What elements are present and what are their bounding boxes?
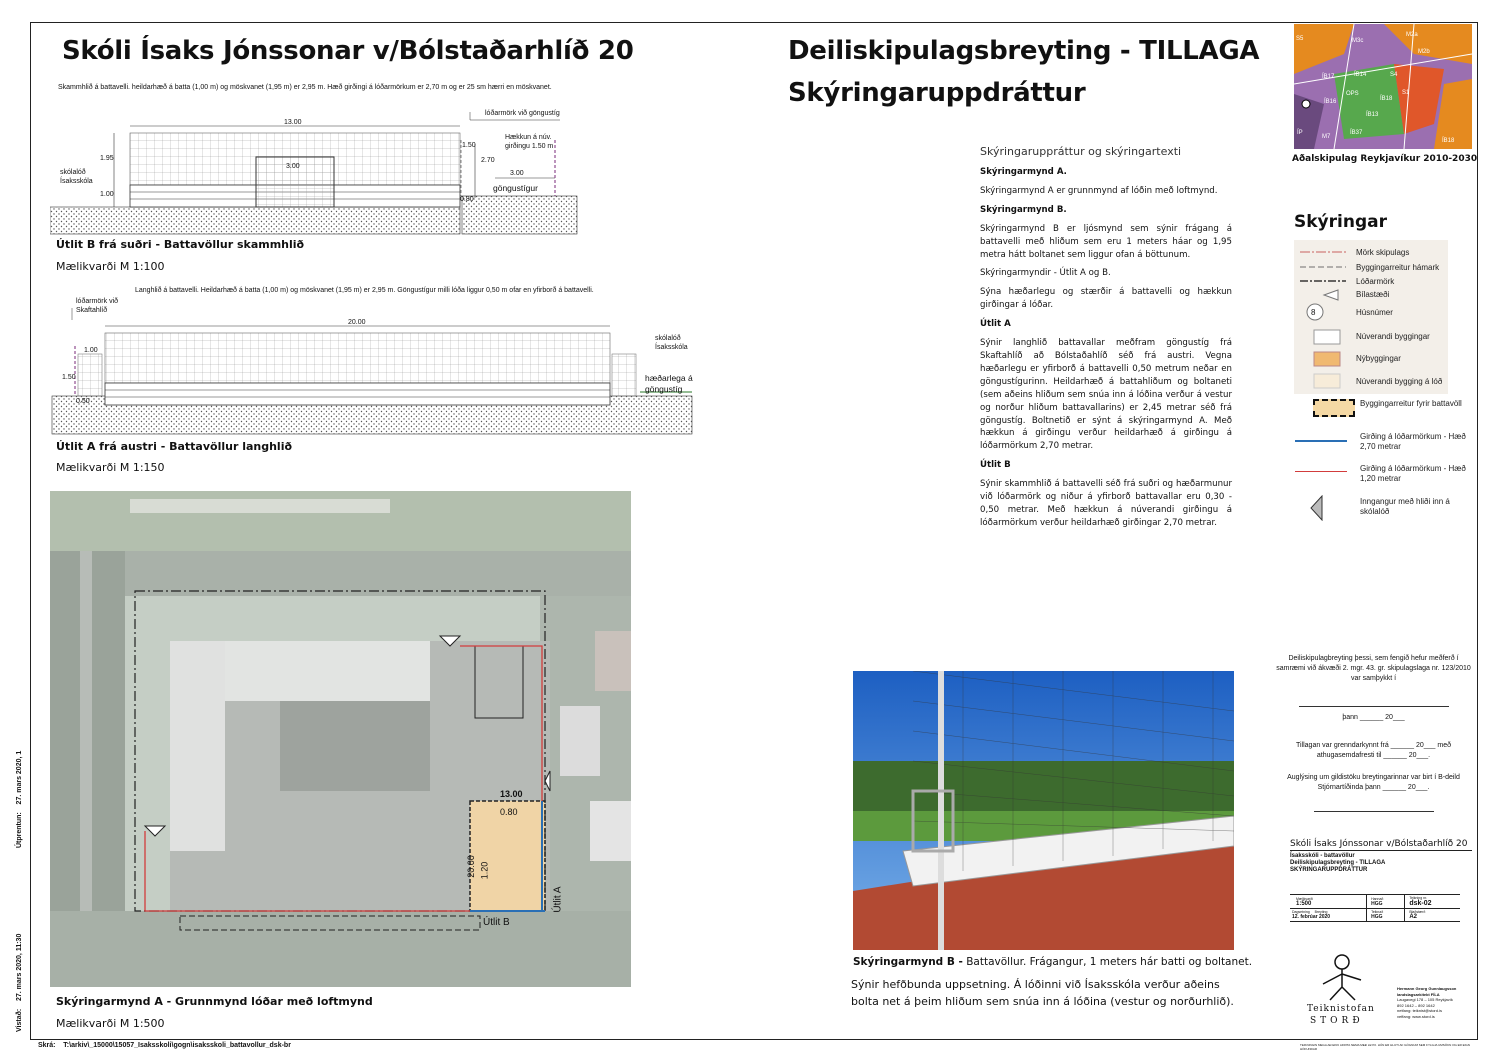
elev-b-dim-195: 1.95 bbox=[100, 155, 114, 162]
tb-h-teikn: Hannað bbox=[1371, 896, 1384, 901]
map-label-3: M2b bbox=[1418, 49, 1430, 55]
footer-file bbox=[38, 1042, 291, 1049]
desc-b-title: Skýringarmynd B. bbox=[980, 204, 1067, 215]
elevation-b-note: Skammhlið á battavelli. heildarhæð á batta (1,00 m) og möskvanet (1,95 m) er 2,95 m. Hæð girðingi á lóðarmörkum er 2,70 m og er 25 sm hærri en möskvanet. bbox=[58, 84, 552, 91]
tb-table bbox=[1290, 894, 1460, 922]
tb-project: Skóli Ísaks Jónssonar v/Bólstaðarhlíð 20 bbox=[1290, 839, 1472, 851]
legend-item-7: Núverandi bygging á lóð bbox=[1356, 377, 1443, 386]
map-label-6: S4 bbox=[1390, 72, 1398, 78]
elevation-b-scale: Mælikvarði M 1:100 bbox=[56, 260, 165, 273]
aerial-plan bbox=[50, 491, 631, 987]
description bbox=[980, 145, 1232, 530]
legend-item-2: Lóðarmörk bbox=[1356, 277, 1395, 286]
tb-date: 12. febrúar 2020 bbox=[1292, 914, 1331, 920]
plan-dim-20: 20.00 bbox=[465, 855, 476, 878]
tb-staerd: A2 bbox=[1409, 914, 1417, 920]
description-heading: Skýringaruppráttur og skýringartexti bbox=[980, 145, 1182, 158]
photo-caption-bold: Skýringarmynd B - bbox=[853, 956, 963, 968]
side-utprentun-label: Útprentun: bbox=[16, 812, 23, 848]
side-utprentun bbox=[16, 751, 23, 848]
tb-sub2: Deiliskipulagsbreyting - TILLAGA bbox=[1290, 860, 1386, 866]
map-label-4: ÍB17 bbox=[1322, 74, 1335, 80]
map-label-11: ÍB13 bbox=[1366, 112, 1379, 118]
desc-utlit-b-text: Sýnir skammhlið á battavelli séð frá suðri og hæðarmunur við lóðarmörk og niður á yfirborð battavallar eru 0,30 - 0,50 metrar. Með hækkun á núverandi girðingu á lóðarmörkum verður heildarhæð girðingar 2,70 metrar. bbox=[980, 479, 1232, 528]
elev-b-dim-13: 13.00 bbox=[284, 119, 302, 126]
elev-b-label-skolalod: skólalóð Ísaksskóla bbox=[60, 169, 93, 185]
photo-caption-rest: Battavöllur. Frágangur, 1 meters hár batti og boltanet. bbox=[962, 956, 1253, 968]
plan-dim-080: 0.80 bbox=[500, 807, 518, 817]
elev-b-dim-100: 1.00 bbox=[100, 191, 114, 198]
elev-a-dim-150: 1.50 bbox=[62, 374, 76, 381]
tb-h-date: Dagsetning bbox=[1292, 910, 1310, 914]
legend-girding-red: Girðing á lóðarmörkum - Hæð 1,20 metrar bbox=[1360, 464, 1466, 483]
legend-title: Skýringar bbox=[1294, 212, 1387, 232]
right-title-line1: Deiliskipulagsbreyting - TILLAGA bbox=[788, 36, 1260, 66]
map-label-7: ÍB16 bbox=[1324, 99, 1337, 105]
side-utprentun-value: 27. mars 2020, 1 bbox=[16, 750, 23, 805]
office-email: netfang: teiknist@stord.is bbox=[1397, 1008, 1442, 1013]
photo-text: Sýnir hefðbunda uppsetning. Á lóðinni við Ísaksskóla verður aðeins bolta net á þeim hliðum sem snúa inn á lóðina (vestur og norðurhlið). bbox=[851, 978, 1234, 1008]
office-details bbox=[1397, 986, 1475, 1019]
legend-red-line bbox=[1295, 471, 1347, 472]
plan-label-utlit-b: Útlit B bbox=[483, 917, 510, 928]
approval-p1: Deiliskipulagbreyting þessi, sem fengið hefur meðferð í samræmi við ákvæði 2. mgr. 43. gr. skipulagslaga nr. 123/2010 var samþykkt í bbox=[1276, 655, 1471, 682]
elev-b-dim-300b: 3.00 bbox=[510, 170, 524, 177]
legend-item-0: Mörk skipulags bbox=[1356, 248, 1410, 257]
plan-scale: Mælikvarði M 1:500 bbox=[56, 1017, 165, 1030]
adalskipulag-map bbox=[1294, 24, 1472, 149]
elev-b-dim-300a: 3.00 bbox=[286, 163, 300, 170]
approval-block bbox=[1276, 654, 1471, 812]
tb-nr: dsk-02 bbox=[1409, 900, 1432, 907]
right-title-line2: Skýringaruppdráttur bbox=[788, 78, 1086, 108]
map-label-8: OPS bbox=[1346, 91, 1359, 97]
map-label-2: M3c bbox=[1352, 38, 1364, 44]
legend-item-3: Bílastæði bbox=[1356, 290, 1390, 299]
desc-b-text: Skýringarmynd B er ljósmynd sem sýnir frágang á battavelli með hliðum sem eru 1 meters háar og 1,95 metra hátt boltanet sem liggur ofan á böttunum. bbox=[980, 223, 1232, 260]
left-title: Skóli Ísaks Jónssonar v/Bólstaðarhlíð 20 bbox=[62, 36, 634, 66]
tb-h-staerd: Blaðstærð bbox=[1409, 910, 1426, 914]
side-vistad-label: Vistað: bbox=[16, 1008, 23, 1032]
elev-a-label-lodarmork: lóðarmörk við Skaftahlíð bbox=[76, 298, 119, 314]
legend-byggingarreitur-swatch bbox=[1313, 399, 1355, 417]
legend-byggingarreitur: Byggingarreitur fyrir battavöll bbox=[1360, 399, 1462, 408]
desc-a-text: Skýringarmynd A er grunnmynd af lóðin með loftmynd. bbox=[980, 185, 1218, 196]
elev-b-label-haekkun: Hækkun á núv. girðingu 1.50 m bbox=[505, 134, 554, 150]
elev-a-dim-20: 20.00 bbox=[348, 319, 366, 326]
tb-h-teiknad: Teiknað bbox=[1371, 910, 1384, 914]
plan-dim-13: 13.00 bbox=[500, 789, 523, 799]
approval-p4: Auglýsing um gildistöku breytingarinnar var birt í B-deild Stjórnartíðinda þann ______ 20___. bbox=[1287, 774, 1460, 791]
tb-scale: 1:500 bbox=[1296, 900, 1312, 907]
map-label-14: ÍB37 bbox=[1350, 130, 1363, 136]
office-role: landslagsarkitekt FÍLA bbox=[1397, 991, 1440, 997]
map-label-10: S1 bbox=[1402, 90, 1410, 96]
elevation-b-drawing bbox=[50, 100, 580, 235]
elev-a-label-skolalod: skólalóð Ísaksskóla bbox=[655, 335, 688, 351]
legend-item-5: Núverandi byggingar bbox=[1356, 332, 1430, 341]
legend-husnumer-number: 8 bbox=[1311, 308, 1316, 317]
elev-b-label-lodarmork: lóðarmörk við göngustíg bbox=[485, 110, 560, 117]
elev-a-label-haedarlega: hæðarlega á göngustíg bbox=[645, 373, 693, 394]
desc-a-title: Skýringarmynd A. bbox=[980, 167, 1067, 177]
office-address: Laugavegi 178 – 105 Reykjavík bbox=[1397, 997, 1453, 1002]
map-label-0: S5 bbox=[1296, 36, 1304, 42]
tb-teiknad: HGG bbox=[1371, 914, 1383, 920]
approval-p3: Tillagan var grenndarkynnt frá ______ 20___ með athugasemdafresti til ______ 20___. bbox=[1295, 742, 1451, 759]
plan-caption: Skýringarmynd A - Grunnmynd lóðar með loftmynd bbox=[56, 995, 373, 1008]
approval-p2: þann ______ 20___ bbox=[1342, 714, 1405, 721]
office-name2: STORÐ bbox=[1310, 1016, 1364, 1026]
desc-ab-title: Skýringarmyndir - Útlit A og B. bbox=[980, 268, 1111, 279]
office-name: Teiknistofan bbox=[1307, 1004, 1375, 1014]
tb-h-breyt: Breyting bbox=[1314, 910, 1328, 914]
map-label-5: ÍB14 bbox=[1354, 72, 1367, 78]
elevation-a-caption: Útlit A frá austri - Battavöllur langhlið bbox=[56, 440, 293, 453]
tb-h-nr: Teikning nr. bbox=[1409, 896, 1428, 900]
tb-sub3: SKÝRINGARUPPDRÁTTUR bbox=[1290, 867, 1368, 873]
photo-caption bbox=[853, 956, 1252, 968]
legend-item-4: Húsnúmer bbox=[1356, 308, 1393, 317]
plan-label-utlit-a: Útlit A bbox=[552, 886, 564, 913]
elev-b-dim-080: 0.80 bbox=[460, 196, 474, 203]
office-person: Hermann Georg Gunnlaugsson bbox=[1397, 986, 1457, 991]
tb-h-scale: Mælikvarði bbox=[1296, 896, 1313, 901]
battavollur-photo bbox=[853, 671, 1234, 950]
desc-utlit-b-title: Útlit B bbox=[980, 460, 1011, 471]
legend-item-1: Byggingarreitur hámark bbox=[1356, 263, 1440, 272]
map-label-15: ÍB18 bbox=[1442, 138, 1455, 144]
desc-utlit-a-title: Útlit A bbox=[980, 319, 1011, 330]
footer-file-label: Skrá: bbox=[38, 1042, 56, 1049]
desc-utlit-a-text: Sýnir langhlið battavallar meðfram göngustíg frá Skaftahlíð að Bólstaðahlíð séð frá austri. Vegna hæðarlegu er yfirborð á battavelli 0,50 metrum neðar en göngustígurinn. Heildarhæð á battahliðum og boltaneti (sem aðeins hliðum sem snúa inn á lóðina verður á vestur og norður hliðum battavallarins) er 2,45 metrar séð frá göngustíg. Boltnetið er sýnt á skýringarmynd A. Með hækkun á girðingu verður heildarhæð á girðingu á lóðarmörkum 2,70 metrar. bbox=[980, 338, 1232, 452]
legend-blue-line bbox=[1295, 440, 1347, 442]
map-label-9: ÍB18 bbox=[1380, 96, 1393, 102]
elevation-a-drawing bbox=[50, 300, 695, 436]
stord-logo-icon bbox=[1315, 952, 1365, 1002]
elev-b-label-gongustigur: göngustígur bbox=[493, 183, 538, 193]
elevation-a-scale: Mælikvarði M 1:150 bbox=[56, 461, 165, 474]
desc-ab-text: Sýna hæðarlegu og stærðir á battavelli og hækkun girðingar á lóðar. bbox=[980, 287, 1232, 311]
elev-b-dim-270: 2.70 bbox=[481, 157, 495, 164]
elev-b-dim-150: 1.50 bbox=[462, 142, 476, 149]
plan-dim-120: 1.20 bbox=[479, 861, 490, 880]
elev-a-dim-050: 0.50 bbox=[76, 398, 90, 405]
legend-inngangur-icon bbox=[1310, 495, 1324, 521]
map-label-1: M2a bbox=[1406, 32, 1418, 38]
legend-item-6: Nýbyggingar bbox=[1356, 354, 1401, 363]
office-web: veffang: www.stord.is bbox=[1397, 1013, 1435, 1019]
footer-file-path: T:\arkiv\_15000\15057_Isaksskoli\gogn\isaksskoli_battavollur_dsk-br bbox=[63, 1042, 291, 1049]
map-label-13: M7 bbox=[1322, 134, 1331, 140]
tb-teikn: HGG bbox=[1371, 900, 1383, 907]
adalskipulag-caption: Aðalskipulag Reykjavíkur 2010-2030 bbox=[1292, 154, 1478, 164]
side-vistad-value: 27. mars 2020, 11:30 bbox=[16, 933, 23, 1001]
footer-copyright: TEIKNINGIN MEGA AÐ EKKI AFRITA NEMA MEÐ LEYFI. HÚN ER HLUTI AF GÖGNUM SEM FYLGJA UMSÓKN OG ER EIGN HÖFUNDAR bbox=[1300, 1043, 1470, 1051]
map-label-12: ÍP bbox=[1297, 130, 1303, 136]
tb-sub1: Ísaksskóli - battavöllur bbox=[1290, 853, 1355, 859]
legend-inngangur: Inngangur með hliði inn á skólalóð bbox=[1360, 497, 1450, 516]
office-phone: 892 1642 – 892 1642 bbox=[1397, 1002, 1435, 1008]
elevation-a-note: Langhlið á battavelli. Heildarhæð á batta (1,00 m) og möskvanet (1,95 m) er 2,95 m. Göngustígur milli lóða liggur 0,50 m ofar en yfirborð á battavelli. bbox=[135, 287, 594, 294]
elevation-b-caption: Útlit B frá suðri - Battavöllur skammhlið bbox=[56, 238, 305, 251]
elev-a-dim-100: 1.00 bbox=[84, 347, 98, 354]
title-block bbox=[1290, 839, 1472, 922]
side-vistad bbox=[16, 934, 23, 1032]
legend-girding-blue: Girðing á lóðarmörkum - Hæð 2,70 metrar bbox=[1360, 432, 1466, 451]
